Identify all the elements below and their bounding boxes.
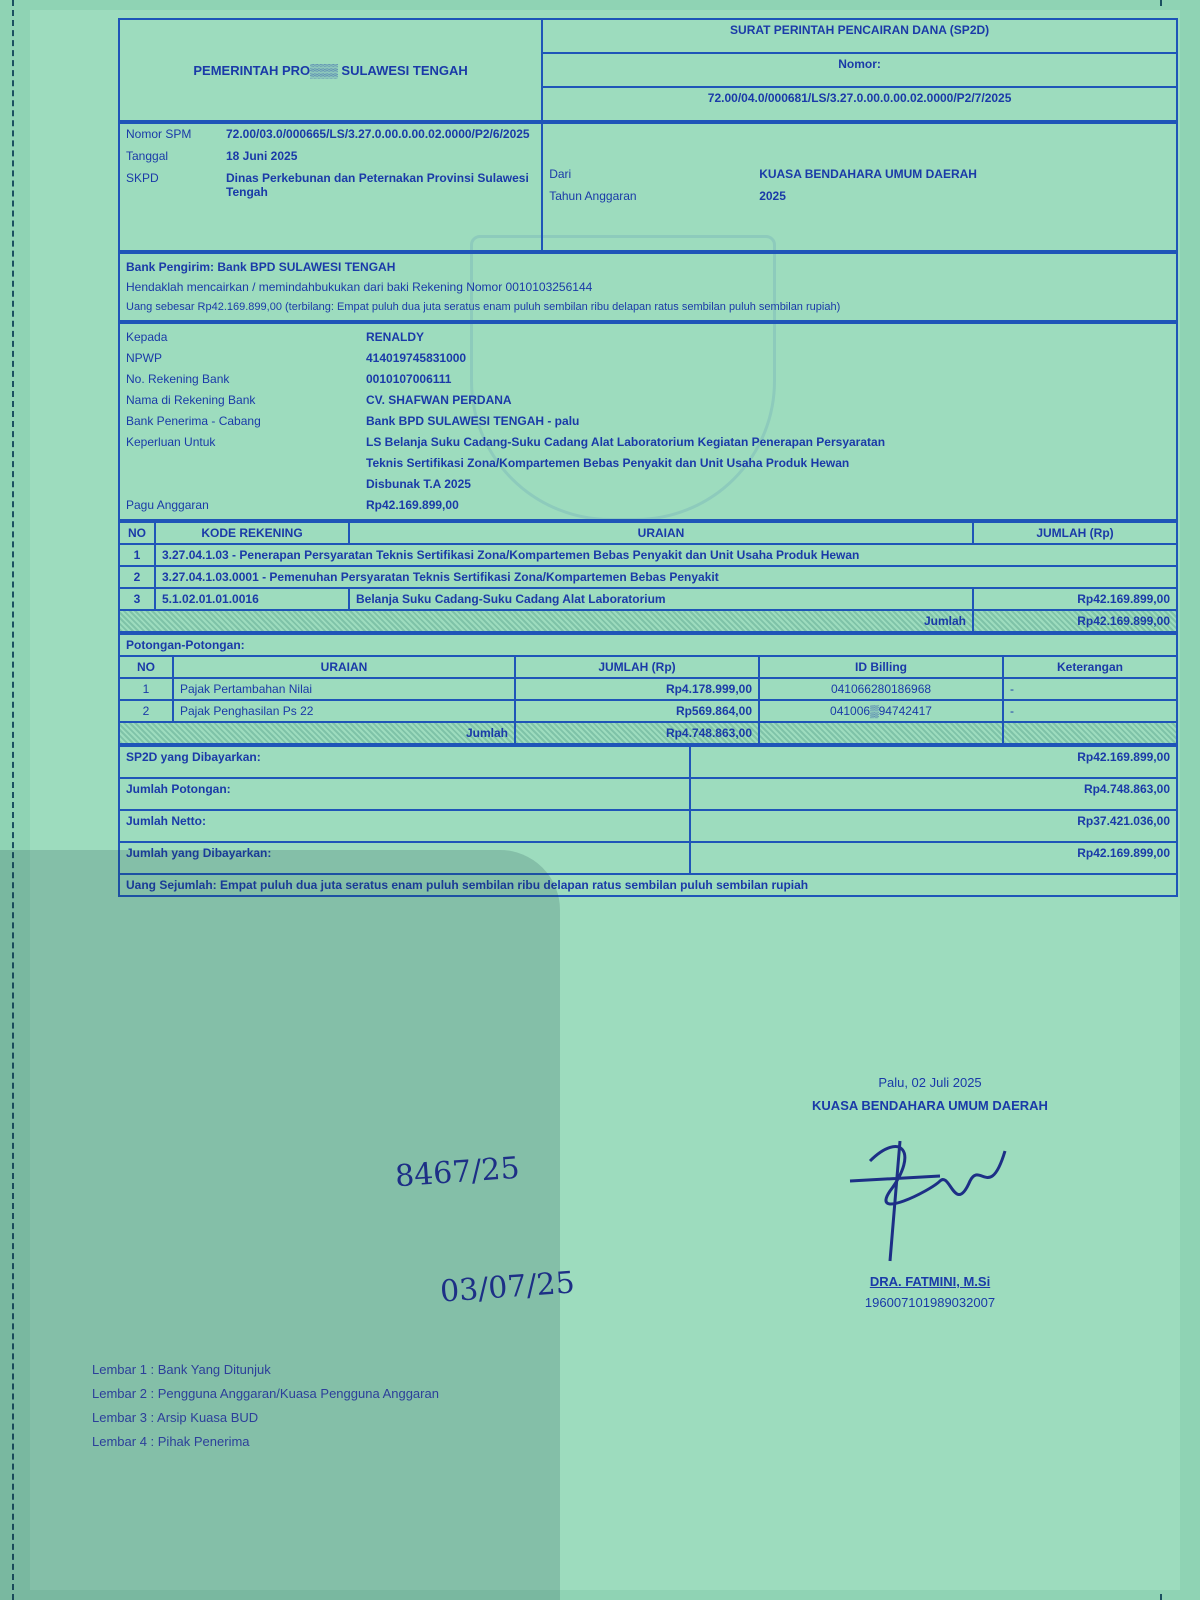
potongan-title: Potongan-Potongan:: [119, 634, 1177, 656]
penerima-value: Bank BPD SULAWESI TENGAH - palu: [366, 414, 580, 428]
penerima-label: Pagu Anggaran: [126, 498, 209, 512]
bank-block: [119, 253, 1177, 321]
spm-skpd-value: Dinas Perkebunan dan Peternakan Provinsi Sulawesi Tengah: [226, 171, 529, 199]
row-jumlah: Rp42.169.899,00: [973, 588, 1177, 610]
spm-tanggal-value: 18 Juni 2025: [226, 149, 298, 163]
bank-uang: Uang sebesar Rp42.169.899,00 (terbilang: Empat puluh dua juta seratus enam puluh sembilan ribu delapan ratus sembilan puluh sembilan rupiah): [126, 301, 841, 313]
col-header: Keterangan: [1003, 656, 1177, 678]
col-header: KODE REKENING: [155, 522, 349, 544]
tahun-label: Tahun Anggaran: [549, 189, 637, 203]
row-no: 2: [119, 700, 173, 722]
penerima-label: Bank Penerima - Cabang: [126, 414, 261, 428]
terbilang: Uang Sejumlah: Empat puluh dua juta seratus enam puluh sembilan ribu delapan ratus sembilan puluh sembilan rupiah: [119, 874, 1177, 896]
row-keterangan: -: [1003, 678, 1177, 700]
col-header: JUMLAH (Rp): [973, 522, 1177, 544]
government-name: PEMERINTAH PRO▒▒▒ SULAWESI TENGAH: [119, 19, 542, 121]
document-title: SURAT PERINTAH PENCAIRAN DANA (SP2D): [542, 19, 1177, 53]
row-uraian: Pajak Penghasilan Ps 22: [173, 700, 515, 722]
row-kode: 5.1.02.01.01.0016: [155, 588, 349, 610]
summary-row: [119, 746, 1177, 778]
bank-table: [118, 252, 1178, 322]
row-no: 2: [119, 566, 155, 588]
penerima-value: CV. SHAFWAN PERDANA: [366, 393, 512, 407]
tahun-value: 2025: [759, 189, 786, 203]
summary-label: Jumlah yang Dibayarkan:: [119, 842, 690, 874]
table-row: [119, 700, 1177, 722]
summary-value: Rp42.169.899,00: [690, 746, 1177, 778]
penerima-block: [119, 323, 1177, 520]
total-label: Jumlah: [119, 722, 515, 744]
signature-scribble: [830, 1121, 1030, 1271]
summary-row: [119, 810, 1177, 842]
penerima-value: LS Belanja Suku Cadang-Suku Cadang Alat Laboratorium Kegiatan Penerapan Persyaratan Teknis Sertifikasi Zona/Kompartemen Bebas Penyakit dan Unit Usaha Produk Hewan Disbunak T.A 2025: [366, 435, 886, 491]
list-item: Lembar 3 : Arsip Kuasa BUD: [92, 1410, 259, 1425]
table-row: [119, 566, 1177, 588]
summary-label: Jumlah Netto:: [119, 810, 690, 842]
place-date: Palu, 02 Juli 2025: [878, 1075, 982, 1090]
summary-row: [119, 778, 1177, 810]
table-row: [119, 678, 1177, 700]
summary-label: Jumlah Potongan:: [119, 778, 690, 810]
list-item: Lembar 4 : Pihak Penerima: [92, 1434, 250, 1449]
bank-instruksi: Hendaklah mencairkan / memindahbukukan dari baki Rekening Nomor 0010103256144: [126, 280, 593, 294]
spm-left: [119, 123, 542, 251]
col-header: URAIAN: [349, 522, 973, 544]
penerima-table: [118, 322, 1178, 521]
signer-nip: 196007101989032007: [864, 1295, 996, 1310]
nomor-label: Nomor:: [542, 53, 1177, 87]
table-row: [119, 544, 1177, 566]
summary-value: Rp4.748.863,00: [690, 778, 1177, 810]
spm-nomor-value: 72.00/03.0/000665/LS/3.27.0.00.0.00.02.0000/P2/6/2025: [226, 127, 530, 141]
col-header: JUMLAH (Rp): [515, 656, 759, 678]
row-kode: 3.27.04.1.03.0001 - Pemenuhan Persyaratan Teknis Sertifikasi Zona/Kompartemen Bebas Penyakit: [155, 566, 1177, 588]
penerima-label: No. Rekening Bank: [126, 372, 230, 386]
row-jumlah: Rp4.178.999,00: [515, 678, 759, 700]
potongan-table: [118, 633, 1178, 745]
row-kode: 3.27.04.1.03 - Penerapan Persyaratan Teknis Sertifikasi Zona/Kompartemen Bebas Penyakit dan Unit Usaha Produk Hewan: [155, 544, 1177, 566]
penerima-value: 414019745831000: [366, 351, 467, 365]
col-header: NO: [119, 522, 155, 544]
total-empty: [1003, 722, 1177, 744]
signer-role: KUASA BENDAHARA UMUM DAERAH: [812, 1098, 1048, 1113]
penerima-label: Keperluan Untuk: [126, 435, 216, 449]
row-keterangan: -: [1003, 700, 1177, 722]
row-no: 1: [119, 678, 173, 700]
spm-table: [118, 122, 1178, 252]
penerima-value: RENALDY: [366, 330, 425, 344]
col-header: URAIAN: [173, 656, 515, 678]
dari-label: Dari: [549, 167, 572, 181]
penerima-label: NPWP: [126, 351, 162, 365]
row-billing: 041066280186968: [759, 678, 1003, 700]
row-jumlah: Rp569.864,00: [515, 700, 759, 722]
spm-skpd-label: SKPD: [126, 171, 159, 185]
total-empty: [759, 722, 1003, 744]
total-value: Rp42.169.899,00: [973, 610, 1177, 632]
penerima-value: 0010107006111: [366, 372, 452, 386]
spm-tanggal-label: Tanggal: [126, 149, 169, 163]
lembar-list: [92, 1362, 439, 1458]
row-uraian: Pajak Pertambahan Nilai: [173, 678, 515, 700]
sp2d-document: [118, 18, 1178, 897]
bank-pengirim: Bank Pengirim: Bank BPD SULAWESI TENGAH: [126, 260, 396, 274]
header-table: [118, 18, 1178, 122]
list-item: Lembar 1 : Bank Yang Ditunjuk: [92, 1362, 271, 1377]
total-label: Jumlah: [119, 610, 973, 632]
col-header: ID Billing: [759, 656, 1003, 678]
summary-value: Rp42.169.899,00: [690, 842, 1177, 874]
penerima-value: Rp42.169.899,00: [366, 498, 459, 512]
summary-label: SP2D yang Dibayarkan:: [119, 746, 690, 778]
row-uraian: Belanja Suku Cadang-Suku Cadang Alat Laboratorium: [349, 588, 973, 610]
summary-value: Rp37.421.036,00: [690, 810, 1177, 842]
signature-block: [770, 1075, 1090, 1310]
rekening-table: [118, 521, 1178, 633]
nomor-value: 72.00/04.0/000681/LS/3.27.0.00.0.00.02.0000/P2/7/2025: [542, 87, 1177, 121]
col-header: NO: [119, 656, 173, 678]
penerima-label: Nama di Rekening Bank: [126, 393, 256, 407]
spm-right: [542, 123, 1177, 251]
row-billing: 041006▒94742417: [759, 700, 1003, 722]
list-item: Lembar 2 : Pengguna Anggaran/Kuasa Pengguna Anggaran: [92, 1386, 439, 1401]
spm-nomor-label: Nomor SPM: [126, 127, 192, 141]
signer-name: DRA. FATMINI, M.Si: [869, 1274, 991, 1289]
row-no: 3: [119, 588, 155, 610]
handwritten-number: 8467/25: [393, 1150, 521, 1195]
dari-value: KUASA BENDAHARA UMUM DAERAH: [759, 167, 977, 181]
row-no: 1: [119, 544, 155, 566]
table-row: [119, 588, 1177, 610]
total-value: Rp4.748.863,00: [515, 722, 759, 744]
handwritten-date: 03/07/25: [438, 1265, 576, 1310]
photo-shadow: [0, 850, 560, 1600]
penerima-label: Kepada: [126, 330, 168, 344]
